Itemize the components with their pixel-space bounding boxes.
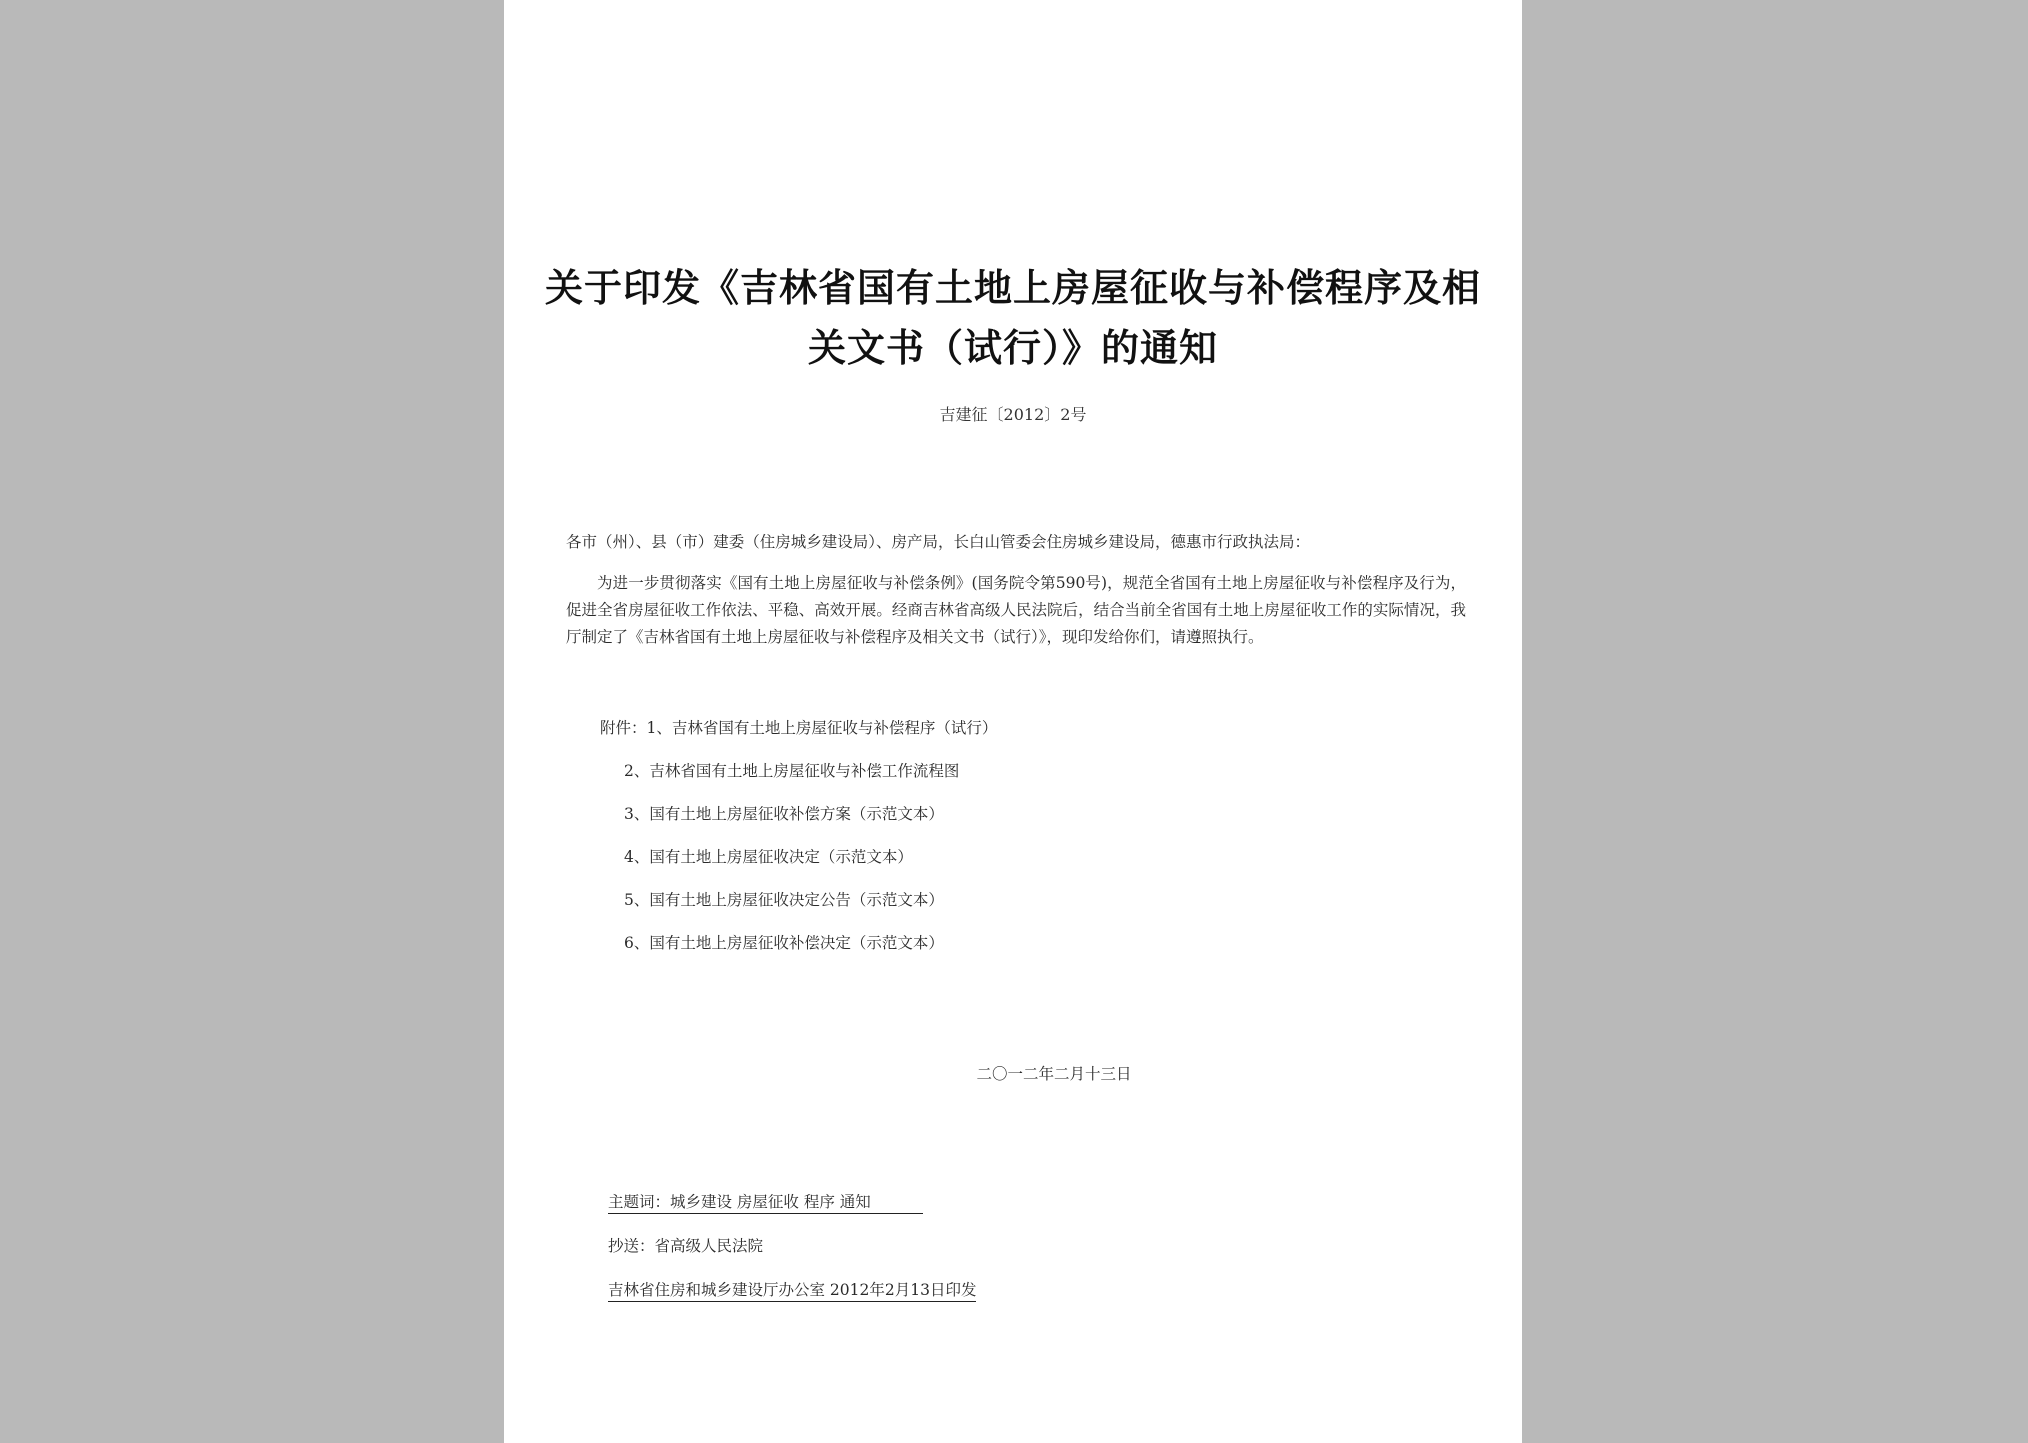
issuer-line xyxy=(608,1278,976,1300)
document-number: 吉建征〔2012〕2号 xyxy=(939,405,1087,424)
document-page xyxy=(504,0,1522,1443)
title-line-2: 关文书（试行）》的通知 xyxy=(807,326,1218,370)
issue-date: 二〇一二年二月十三日 xyxy=(976,1065,1132,1083)
attachments-label: 附件： xyxy=(600,719,647,737)
attachment-item-6: 6、国有土地上房屋征收补偿决定（示范文本） xyxy=(624,934,944,952)
title-line-1: 关于印发《吉林省国有土地上房屋征收与补偿程序及相 xyxy=(544,266,1481,310)
attachment-item-5: 5、国有土地上房屋征收决定公告（示范文本） xyxy=(624,891,944,909)
attachment-text: 1、吉林省国有土地上房屋征收与补偿程序（试行） xyxy=(646,719,998,737)
attachment-item-3: 3、国有土地上房屋征收补偿方案（示范文本） xyxy=(624,805,944,823)
issuer-text: 吉林省住房和城乡建设厅办公室 2012年2月13日印发 xyxy=(608,1281,976,1302)
recipients-line: 各市（州）、县（市）建委（住房城乡建设局）、房产局，长白山管委会住房城乡建设局，德惠市行政执法局： xyxy=(566,533,1311,551)
attachment-item-2: 2、吉林省国有土地上房屋征收与补偿工作流程图 xyxy=(624,762,960,780)
keywords-text: 主题词：城乡建设 房屋征收 程序 通知 xyxy=(608,1193,923,1214)
page-title xyxy=(544,258,1482,378)
keywords-line xyxy=(608,1190,923,1212)
cc-line: 抄送：省高级人民法院 xyxy=(608,1237,764,1255)
body-paragraph: 为进一步贯彻落实《国有土地上房屋征收与补偿条例》(国务院令第590号)，规范全省国有土地上房屋征收与补偿程序及行为，促进全省房屋征收工作依法、平稳、高效开展。经商吉林省高级人民法院后，结合当前全省国有土地上房屋征收工作的实际情况，我厅制定了《吉林省国有土地上房屋征收与补偿程序及相关文书（试行）》，现印发给你们，请遵照执行。 xyxy=(566,574,1466,646)
attachment-item-4: 4、国有土地上房屋征收决定（示范文本） xyxy=(624,848,913,866)
attachment-item-1 xyxy=(600,716,997,738)
